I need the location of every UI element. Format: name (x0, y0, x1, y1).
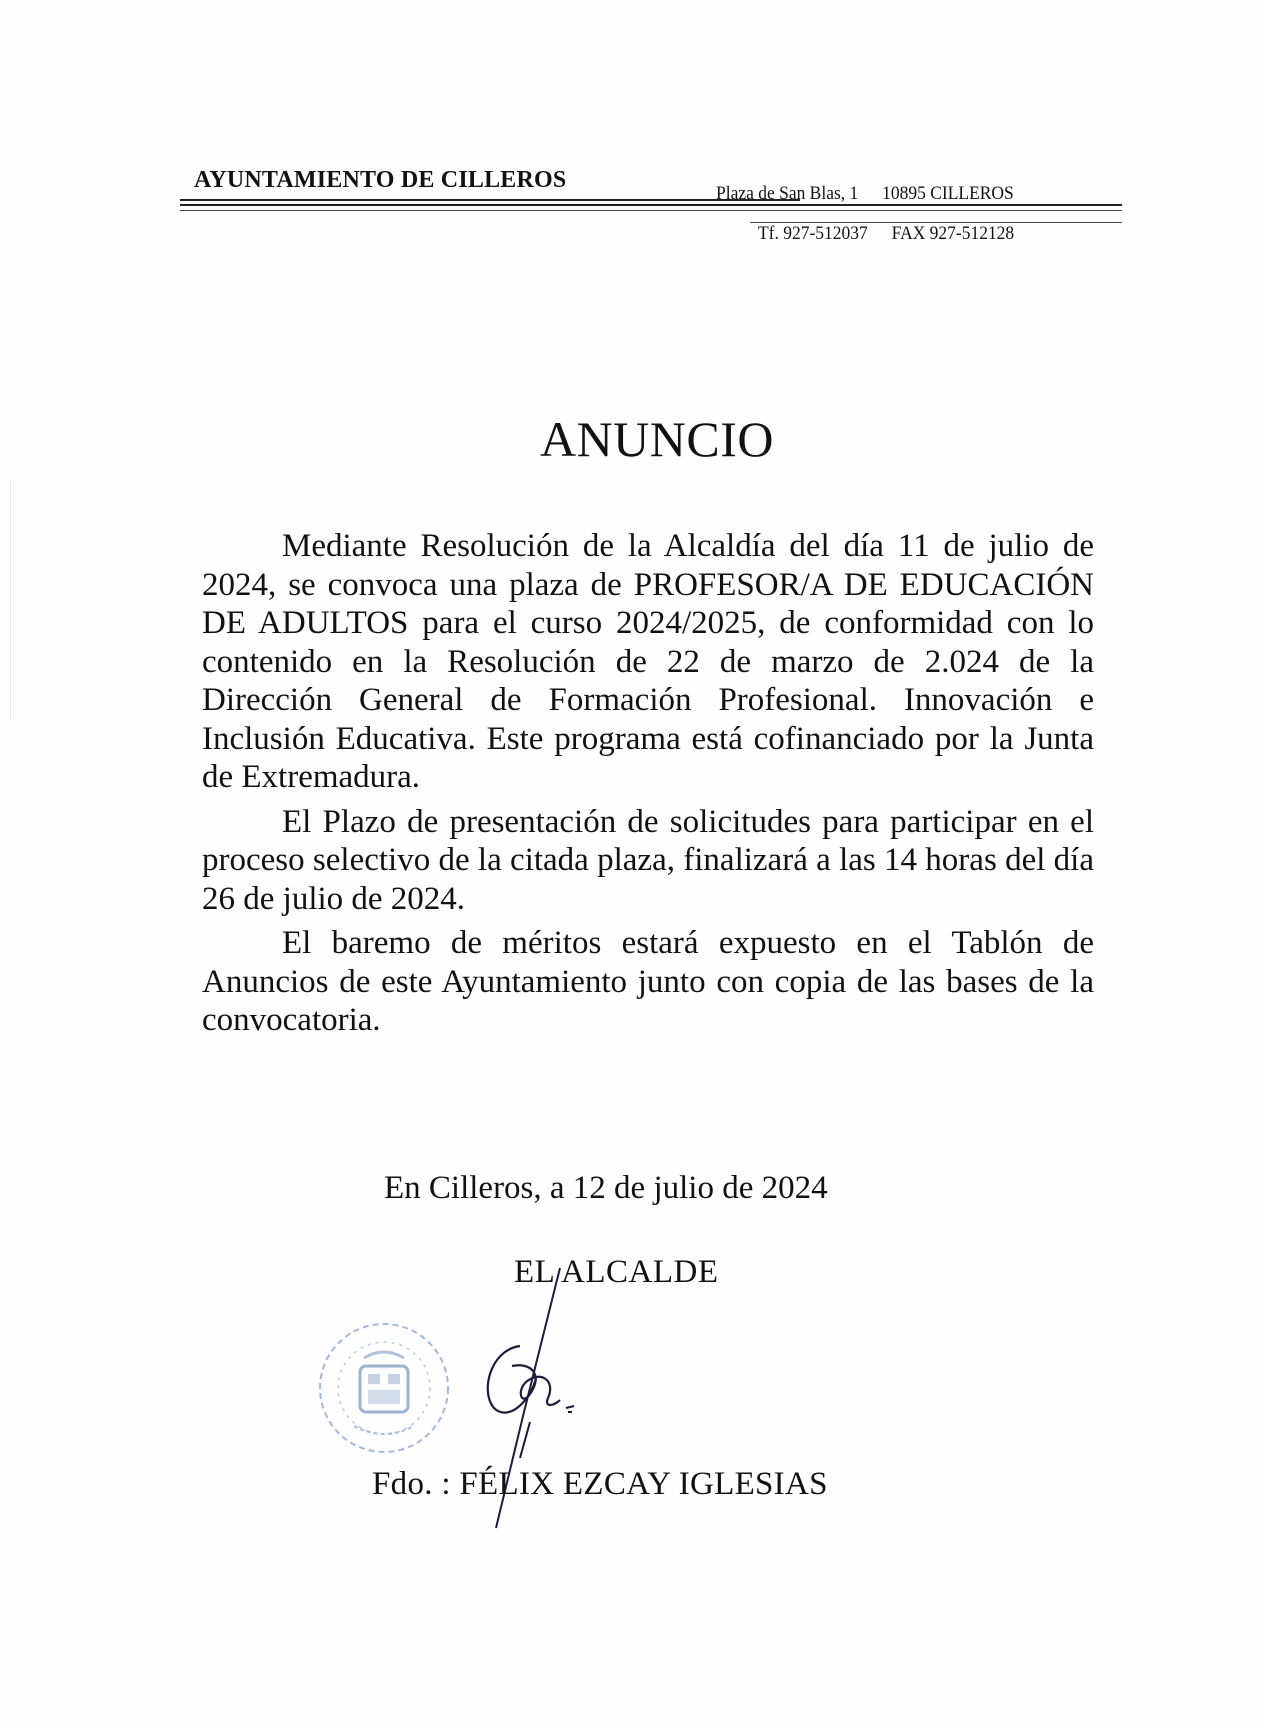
announcement-body (202, 527, 1094, 1044)
postal-city: 10895 CILLEROS (882, 183, 1014, 204)
phone-number: Tf. 927-512037 (758, 223, 868, 244)
street-address: Plaza de San Blas, 1 (716, 183, 859, 204)
place-and-date: En Cilleros, a 12 de julio de 2024 (384, 1170, 828, 1206)
signer-role: EL ALCALDE (514, 1254, 719, 1290)
letterhead-rule-thin (180, 210, 1122, 211)
paragraph-resolution: Mediante Resolución de la Alcaldía del día 11 de julio de 2024, se convoca una plaza de PROFESOR/A DE EDUCACIÓN DE ADULTOS para el curso 2024/2025, de conformidad con lo contenido en la Resolución de 22 de marzo de 2.024 de la Dirección General de Formación Profesional. Innovación e Inclusión Educativa. Este programa está cofinanciado por la Junta de Extremadura. (202, 528, 1094, 795)
paragraph-merits: El baremo de méritos estará expuesto en el Tablón de Anuncios de este Ayuntamiento junto con copia de las bases de la convocatoria. (202, 925, 1094, 1038)
address-line (716, 183, 1014, 205)
contact-line (758, 223, 1014, 245)
municipal-seal-icon (314, 1318, 454, 1458)
organization-name: AYUNTAMIENTO DE CILLEROS (194, 167, 567, 193)
scan-edge-mark (10, 480, 11, 720)
letterhead-rule-left (180, 199, 800, 201)
fax-number: FAX 927-512128 (891, 223, 1015, 244)
document-title: ANUNCIO (539, 411, 775, 467)
signer-name: Fdo. : FÉLIX EZCAY IGLESIAS (372, 1466, 828, 1502)
paragraph-deadline: El Plazo de presentación de solicitudes para participar en el proceso selectivo de la citada plaza, finalizará a las 14 horas del día 26 de julio de 2024. (202, 803, 1094, 917)
